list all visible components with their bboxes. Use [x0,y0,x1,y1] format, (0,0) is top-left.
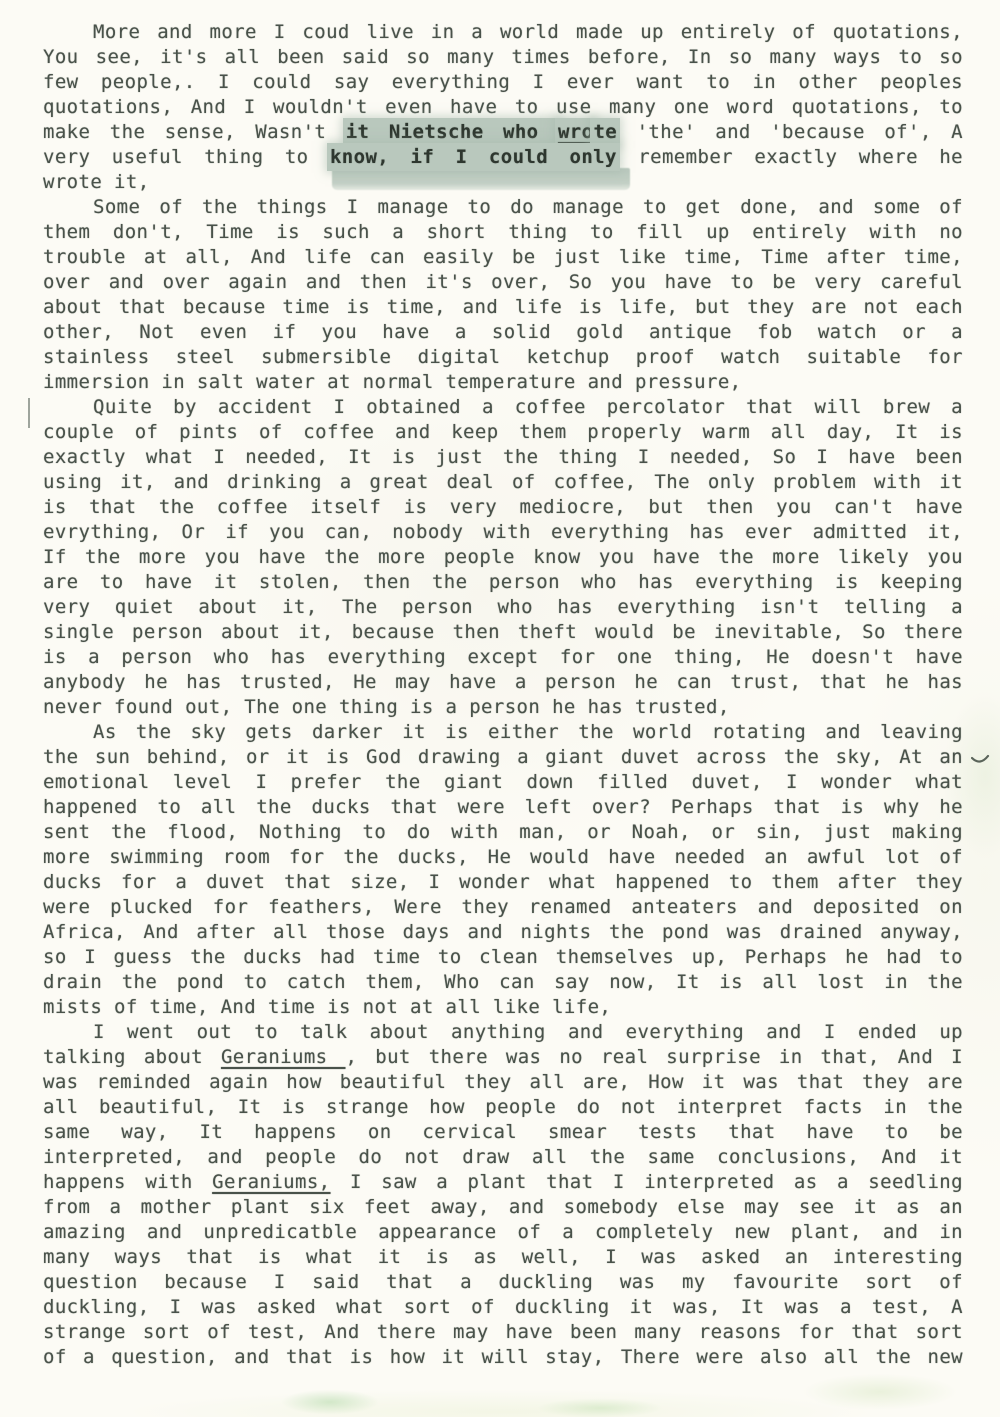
text-line [43,1320,963,1345]
text-line [43,495,963,520]
text-line [43,45,963,70]
text-span: ducks for a duvet that size, I wonder what happened to them after they [43,871,963,893]
text-line [43,895,963,920]
text-line [43,795,963,820]
text-line [43,345,963,370]
text-span: few people,. I could say everything I ever want to in other peoples [43,71,963,93]
text-line [43,445,963,470]
text-span: Africa, And after all those days and nights the pond was drained anyway, [43,921,963,943]
page-text [43,20,963,1370]
text-span: make the sense, Wasn't [43,121,346,143]
text-line [43,670,963,695]
text-span: so I guess the ducks had time to clean themselves up, Perhaps he had to [43,946,963,968]
text-span: Quite by accident I obtained a coffee percolator that will brew a [93,396,963,418]
text-span: many ways that is what it is as well, I was asked an interesting [43,1246,963,1268]
text-line [43,295,963,320]
text-span: happened to all the ducks that were left over? Perhaps that is why he [43,796,963,818]
text-line [43,945,963,970]
text-span: interpreted, and people do not draw all the same conclusions, And it [43,1146,963,1168]
text-line [43,245,963,270]
text-line [43,595,963,620]
text-span: stainless steel submersible digital ketchup proof watch suitable for [43,346,963,368]
text-line [43,1120,963,1145]
text-span: I went out to talk about anything and everything and I ended up [93,1021,963,1043]
text-line [43,20,963,45]
text-span: from a mother plant six feet away, and somebody else may see it as an [43,1196,963,1218]
text-span: wrote it, [43,171,150,193]
text-span: evrything, Or if you can, nobody with everything has ever admitted it, [43,521,963,543]
text-line [43,70,963,95]
text-line [43,745,963,770]
text-line [43,395,963,420]
text-line [43,845,963,870]
text-span: about that because time is time, and life is life, but they are not each [43,296,963,318]
text-span: couple of pints of coffee and keep them properly warm all day, It is [43,421,963,443]
text-line [43,645,963,670]
text-span: them don't, Time is such a short thing to fill up entirely with no [43,221,963,243]
highlighted-text: te [593,121,618,143]
text-span: strange sort of test, And there may have been many reasons for that sort [43,1321,963,1343]
text-span: other, Not even if you have a solid gold antique fob watch or a [43,321,963,343]
text-line [43,1170,963,1195]
text-span: quotations, And I wouldn't even have to use many one word quotations, to [43,96,963,118]
text-line [43,695,963,720]
underlined-text: Geraniums [220,1046,346,1068]
text-line [43,1045,963,1070]
text-span: sent the flood, Nothing to do with man, or Noah, or sin, just making [43,821,963,843]
text-span: is a person who has everything except for one thing, He doesn't have [43,646,963,668]
text-span: never found out, The one thing is a person he has trusted, [43,696,730,718]
underlined-text: Geraniums, [212,1171,331,1193]
text-line [43,1020,963,1045]
text-line [43,145,963,170]
text-line [43,1220,963,1245]
text-span: are to have it stolen, then the person who has everything is keeping [43,571,963,593]
pen-tick-mark [971,754,991,768]
text-span: question because I said that a duckling was my favourite sort of [43,1271,963,1293]
text-span: was reminded again how beautiful they all are, How it was that they are [43,1071,963,1093]
text-span: emotional level I prefer the giant down filled duvet, I wonder what [43,771,963,793]
text-line [43,370,963,395]
text-line [43,420,963,445]
text-span: using it, and drinking a great deal of coffee, The only problem with it [43,471,963,493]
text-span: I saw a plant that I interpreted as a seedling [330,1171,963,1193]
text-span: exactly what I needed, It is just the thing I needed, So I have been [43,446,963,468]
highlighted-text: know, if I could only [329,146,617,168]
text-span: As the sky gets darker it is either the world rotating and leaving [93,721,963,743]
text-span: more swimming room for the ducks, He would have needed an awful lot of [43,846,963,868]
text-line [43,570,963,595]
text-span: drain the pond to catch them, Who can say now, It is all lost in the [43,971,963,993]
text-line [43,195,963,220]
text-span: , but there was no real surprise in that, And I [345,1046,963,1068]
text-span: the sun behind, or it is God drawing a giant duvet across the sky, At an [43,746,963,768]
text-line [43,995,963,1020]
text-line [43,1070,963,1095]
text-span: More and more I coud live in a world made up entirely of quotations, [93,21,963,43]
text-span: is that the coffee itself is very mediocre, but then you can't have [43,496,963,518]
text-line [43,170,963,195]
text-span: very quiet about it, The person who has everything isn't telling a [43,596,963,618]
text-span: mists of time, And time is not at all like life, [43,996,612,1018]
text-span: remember exactly where he [616,146,963,168]
text-span: all beautiful, It is strange how people do not interpret facts in the [43,1096,963,1118]
text-line [43,1345,963,1370]
text-line [43,545,963,570]
text-line [43,720,963,745]
text-span: over and over again and then it's over, So you have to be very careful [43,271,963,293]
text-line [43,270,963,295]
text-line [43,870,963,895]
text-span: amazing and unpredicatble appearance of a completely new plant, and in [43,1221,963,1243]
text-span: single person about it, because then theft would be inevitable, So there [43,621,963,643]
text-line [43,1270,963,1295]
text-line [43,1195,963,1220]
text-span: happens with [43,1171,213,1193]
text-line [43,820,963,845]
text-span: talking about [43,1046,221,1068]
scan-edge-mark [28,398,30,428]
text-line [43,1145,963,1170]
highlighted-text: wro [557,121,594,143]
highlighted-text: it Nietsche who [345,121,558,143]
text-span: anybody he has trusted, He may have a person he can trust, that he has [43,671,963,693]
text-line [43,1245,963,1270]
text-line [43,1295,963,1320]
text-line [43,95,963,120]
text-span: same way, It happens on cervical smear tests that have to be [43,1121,963,1143]
text-span: immersion in salt water at normal temperature and pressure, [43,371,742,393]
text-span: trouble at all, And life can easily be just like time, Time after time, [43,246,963,268]
text-line [43,920,963,945]
text-line [43,520,963,545]
text-span: 'the' and 'because of', A [617,121,963,143]
text-span: Some of the things I manage to do manage to get done, and some of [93,196,963,218]
text-line [43,1095,963,1120]
text-span: If the more you have the more people know you have the more likely you [43,546,963,568]
text-span: of a question, and that is how it will stay, There were also all the new [43,1346,963,1368]
text-span: very useful thing to [43,146,330,168]
text-line [43,220,963,245]
text-line [43,470,963,495]
text-span: duckling, I was asked what sort of duckling it was, It was a test, A [43,1296,963,1318]
text-line [43,320,963,345]
text-span: were plucked for feathers, Were they renamed anteaters and deposited on [43,896,963,918]
text-line [43,770,963,795]
text-line [43,620,963,645]
text-line [43,120,963,145]
text-line [43,970,963,995]
text-span: You see, it's all been said so many times before, In so many ways to so [43,46,963,68]
